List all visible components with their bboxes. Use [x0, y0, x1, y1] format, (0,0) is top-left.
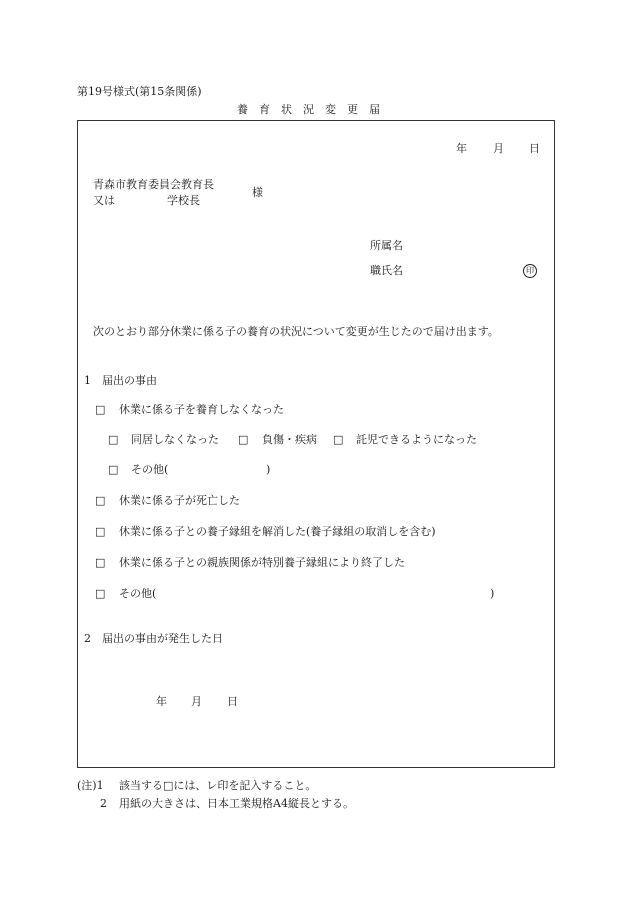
option-adoption-dissolved: 休業に係る子との養子縁組を解消した(養子縁組の取消しを含む) [119, 525, 436, 538]
title-char: 養 [237, 103, 248, 116]
option-other-close: ) [490, 587, 495, 600]
option-no-longer-raising: 休業に係る子を養育しなくなった [119, 403, 284, 416]
sub-option-no-cohabit: 同居しなくなった [131, 433, 219, 446]
note-1: 該当する□には、レ印を記入すること。 [119, 779, 317, 792]
checkbox[interactable]: □ [238, 433, 249, 446]
occurrence-month-label: 月 [191, 695, 202, 708]
occurrence-year-label: 年 [156, 695, 167, 708]
seal-mark: 印 [523, 264, 537, 278]
date-month-label: 月 [493, 142, 504, 155]
sub-option-other: その他( [131, 463, 169, 476]
name-label: 職氏名 [370, 264, 403, 277]
note-2: 用紙の大きさは、日本工業規格A4縦長とする。 [119, 797, 354, 810]
addressee-line1: 青森市教育委員会教育長 [93, 178, 214, 191]
date-year-label: 年 [456, 142, 467, 155]
title-char: 況 [303, 103, 314, 116]
checkbox[interactable]: □ [108, 463, 119, 476]
section2-heading: 2 届出の事由が発生した日 [84, 632, 223, 645]
affiliation-label: 所属名 [370, 239, 403, 252]
addressee-honorific: 様 [252, 186, 263, 199]
title-char: 状 [281, 103, 292, 116]
occurrence-day-label: 日 [227, 695, 238, 708]
date-day-label: 日 [529, 142, 540, 155]
checkbox[interactable]: □ [95, 403, 106, 416]
sub-option-childcare: 託児できるようになった [356, 433, 477, 446]
sub-option-injury: 負傷・疾病 [262, 433, 317, 446]
form-number: 第19号様式(第15条関係) [77, 85, 202, 98]
note-2-number: 2 [100, 797, 107, 810]
addressee-line2-prefix: 又は [93, 194, 115, 207]
checkbox[interactable]: □ [95, 525, 106, 538]
form-title [237, 104, 391, 115]
option-special-adoption: 休業に係る子との親族関係が特別養子縁組により終了した [119, 556, 405, 569]
title-char: 育 [259, 103, 270, 116]
option-other: その他( [119, 587, 157, 600]
sub-option-other-close: ) [266, 463, 271, 476]
intro-text: 次のとおり部分休業に係る子の養育の状況について変更が生じたので届け出ます。 [93, 325, 499, 338]
note-prefix: (注)1 [77, 779, 104, 792]
addressee-line2-suffix: 学校長 [167, 194, 200, 207]
checkbox[interactable]: □ [95, 494, 106, 507]
checkbox[interactable]: □ [95, 556, 106, 569]
title-char: 変 [325, 103, 336, 116]
title-char: 届 [369, 103, 380, 116]
option-child-died: 休業に係る子が死亡した [119, 494, 240, 507]
section1-heading: 1 届出の事由 [84, 374, 157, 387]
title-char: 更 [347, 103, 358, 116]
checkbox[interactable]: □ [95, 587, 106, 600]
checkbox[interactable]: □ [333, 433, 344, 446]
checkbox[interactable]: □ [108, 433, 119, 446]
